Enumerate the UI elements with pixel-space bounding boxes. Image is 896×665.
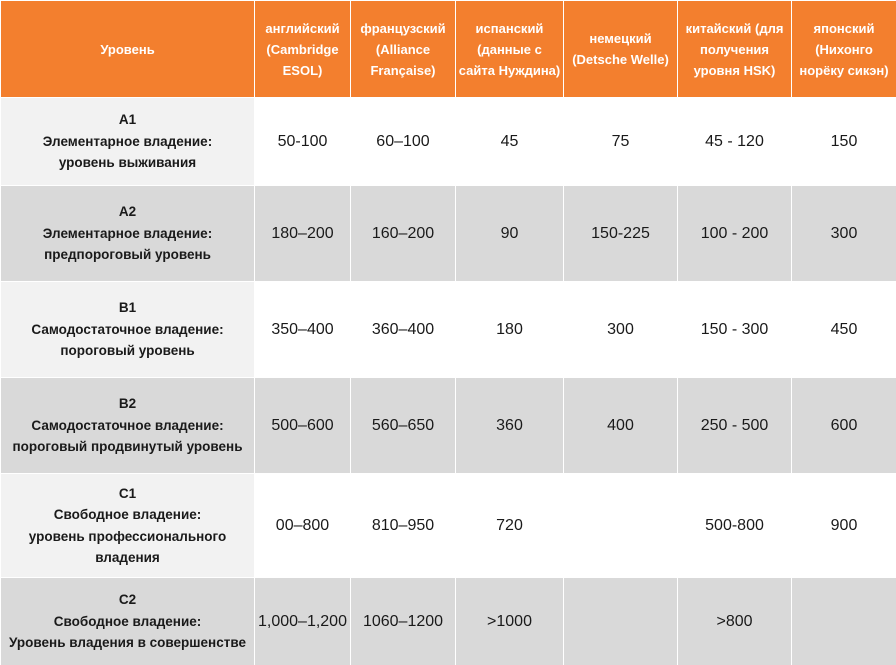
table-row <box>1 474 896 578</box>
table-row <box>1 282 896 378</box>
value-english: 500–600 <box>255 378 351 474</box>
value-spanish: 180 <box>456 282 564 378</box>
level-cell <box>1 282 255 378</box>
header-chinese: китайский (для получения уровня HSK) <box>678 1 792 98</box>
table-row <box>1 578 896 665</box>
value-chinese: 100 - 200 <box>678 186 792 282</box>
header-level: Уровень <box>1 1 255 98</box>
value-french: 360–400 <box>351 282 456 378</box>
table-row <box>1 378 896 474</box>
value-chinese: 500-800 <box>678 474 792 578</box>
value-japanese: 600 <box>792 378 896 474</box>
value-french: 1060–1200 <box>351 578 456 665</box>
value-french: 60–100 <box>351 98 456 186</box>
value-german <box>564 474 678 578</box>
value-spanish: 90 <box>456 186 564 282</box>
value-german: 300 <box>564 282 678 378</box>
value-japanese: 300 <box>792 186 896 282</box>
value-german: 400 <box>564 378 678 474</box>
value-chinese: 150 - 300 <box>678 282 792 378</box>
level-description: Уровень владения в совершенстве <box>9 635 246 651</box>
value-english: 00–800 <box>255 474 351 578</box>
level-name: Свободное владение: <box>53 507 202 522</box>
level-name: Элементарное владение: <box>42 225 213 241</box>
value-french: 810–950 <box>351 474 456 578</box>
level-name: Элементарное владение: <box>42 133 213 149</box>
level-cell <box>1 186 255 282</box>
level-name: Самодостаточное владение: <box>31 417 224 433</box>
value-spanish: 45 <box>456 98 564 186</box>
value-japanese: 150 <box>792 98 896 186</box>
header-french: французский (Alliance Française) <box>351 1 456 98</box>
value-spanish: 360 <box>456 378 564 474</box>
header-row <box>1 1 896 98</box>
value-japanese: 900 <box>792 474 896 578</box>
level-code: C2 <box>118 592 137 608</box>
level-code: B1 <box>118 300 137 316</box>
value-german: 150-225 <box>564 186 678 282</box>
level-code: A2 <box>118 204 137 220</box>
level-cell <box>1 474 255 578</box>
value-german <box>564 578 678 665</box>
level-code: B2 <box>118 396 137 412</box>
value-japanese: 450 <box>792 282 896 378</box>
value-chinese: 45 - 120 <box>678 98 792 186</box>
header-german: немецкий (Detsche Welle) <box>564 1 678 98</box>
header-english: английский (Cambridge ESOL) <box>255 1 351 98</box>
value-spanish: 720 <box>456 474 564 578</box>
level-name: Свободное владение: <box>53 613 202 629</box>
value-french: 160–200 <box>351 186 456 282</box>
level-name: Самодостаточное владение: <box>31 321 224 337</box>
level-cell <box>1 578 255 665</box>
level-description: уровень выживания <box>58 155 197 171</box>
header-japanese: японский (Нихонго норёку сикэн) <box>792 1 896 98</box>
level-code: A1 <box>118 112 137 128</box>
level-description: пороговый уровень <box>60 343 195 359</box>
level-cell <box>1 378 255 474</box>
value-english: 180–200 <box>255 186 351 282</box>
value-english: 350–400 <box>255 282 351 378</box>
level-description: пороговый продвинутый уровень <box>12 439 243 455</box>
header-spanish: испанский (данные с сайта Нуждина) <box>456 1 564 98</box>
value-chinese: 250 - 500 <box>678 378 792 474</box>
value-spanish: >1000 <box>456 578 564 665</box>
level-cell <box>1 98 255 186</box>
value-japanese <box>792 578 896 665</box>
level-description: предпороговый уровень <box>44 247 211 263</box>
table-row <box>1 98 896 186</box>
level-description: уровень профессионального владения <box>28 528 227 565</box>
value-german: 75 <box>564 98 678 186</box>
level-code: C1 <box>118 485 137 501</box>
value-chinese: >800 <box>678 578 792 665</box>
value-english: 50-100 <box>255 98 351 186</box>
value-english: 1,000–1,200 <box>255 578 351 665</box>
value-french: 560–650 <box>351 378 456 474</box>
table-row <box>1 186 896 282</box>
